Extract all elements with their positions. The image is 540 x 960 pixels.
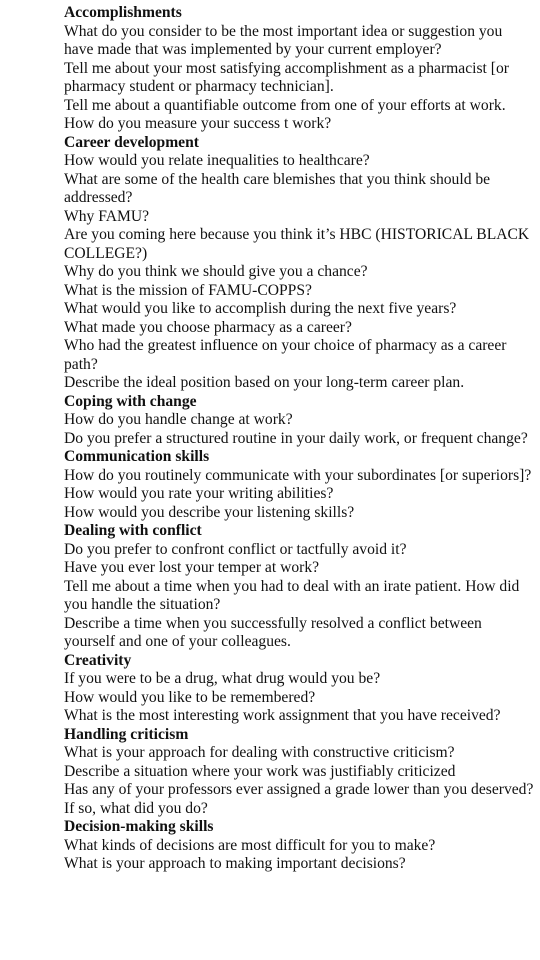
section-communication-skills bbox=[64, 448, 534, 522]
question-text: How do you routinely communicate with your subordinates [or superiors]? bbox=[64, 466, 532, 484]
section-coping-with-change bbox=[64, 393, 534, 449]
question-text: What do you consider to be the most important idea or suggestion you have made that was implemented by your current employer? bbox=[64, 22, 503, 58]
question-text: Tell me about a time when you had to deal with an irate patient. How did you handle the situation? bbox=[64, 577, 520, 613]
section-heading: Dealing with conflict bbox=[64, 522, 202, 539]
question-text: How do you measure your success t work? bbox=[64, 115, 332, 132]
question-text: Describe a situation where your work was justifiably criticized bbox=[64, 762, 456, 780]
question-text: Do you prefer a structured routine in your daily work, or frequent change? bbox=[64, 429, 528, 447]
question-text: How would you relate inequalities to healthcare? bbox=[64, 152, 370, 169]
section-handling-criticism bbox=[64, 726, 534, 819]
question-text: Describe a time when you successfully resolved a conflict between yourself and one of your colleagues. bbox=[64, 614, 482, 650]
section-heading: Communication skills bbox=[64, 448, 210, 465]
question-text: Why do you think we should give you a chance? bbox=[64, 263, 368, 280]
section-career-development bbox=[64, 134, 534, 393]
section-heading: Accomplishments bbox=[64, 4, 182, 21]
section-heading: Decision-making skills bbox=[64, 818, 214, 835]
question-text: Have you ever lost your temper at work? bbox=[64, 559, 320, 576]
question-text: How would you describe your listening skills? bbox=[64, 503, 355, 521]
document-page bbox=[64, 4, 534, 874]
question-text: How would you rate your writing abilities? bbox=[64, 485, 334, 502]
question-text: What is the most interesting work assignment that you have received? bbox=[64, 707, 501, 724]
section-heading: Creativity bbox=[64, 651, 132, 669]
question-text: What is your approach for dealing with constructive criticism? bbox=[64, 744, 455, 761]
question-text: Who had the greatest influence on your choice of pharmacy as a career path? bbox=[64, 337, 507, 373]
section-heading: Coping with change bbox=[64, 392, 197, 410]
question-text: Has any of your professors ever assigned a grade lower than you deserved? If so, what did you do? bbox=[64, 781, 534, 817]
section-dealing-with-conflict bbox=[64, 522, 534, 652]
question-text: What would you like to accomplish during the next five years? bbox=[64, 300, 457, 317]
section-creativity bbox=[64, 652, 534, 726]
question-text: Why FAMU? bbox=[64, 207, 150, 225]
question-text: Do you prefer to confront conflict or tactfully avoid it? bbox=[64, 540, 407, 558]
question-text: If you were to be a drug, what drug would you be? bbox=[64, 670, 381, 687]
question-text: Tell me about a quantifiable outcome from one of your efforts at work. bbox=[64, 96, 506, 114]
section-heading: Handling criticism bbox=[64, 725, 189, 743]
section-accomplishments bbox=[64, 4, 534, 134]
question-text: What is your approach to making important decisions? bbox=[64, 855, 406, 872]
question-text: Tell me about your most satisfying accomplishment as a pharmacist [or pharmacy student or pharmacy technician]. bbox=[64, 59, 509, 95]
question-text: What kinds of decisions are most difficult for you to make? bbox=[64, 836, 436, 854]
question-text: What made you choose pharmacy as a career? bbox=[64, 318, 352, 336]
question-text: Describe the ideal position based on your long-term career plan. bbox=[64, 374, 465, 391]
question-text: What is the mission of FAMU-COPPS? bbox=[64, 281, 312, 299]
section-decision-making-skills bbox=[64, 818, 534, 874]
question-text: Are you coming here because you think it’s HBC (HISTORICAL BLACK COLLEGE?) bbox=[64, 226, 530, 262]
question-text: How would you like to be remembered? bbox=[64, 688, 316, 706]
question-text: How do you handle change at work? bbox=[64, 411, 293, 428]
question-text: What are some of the health care blemishes that you think should be addressed? bbox=[64, 170, 491, 206]
section-heading: Career development bbox=[64, 133, 199, 151]
